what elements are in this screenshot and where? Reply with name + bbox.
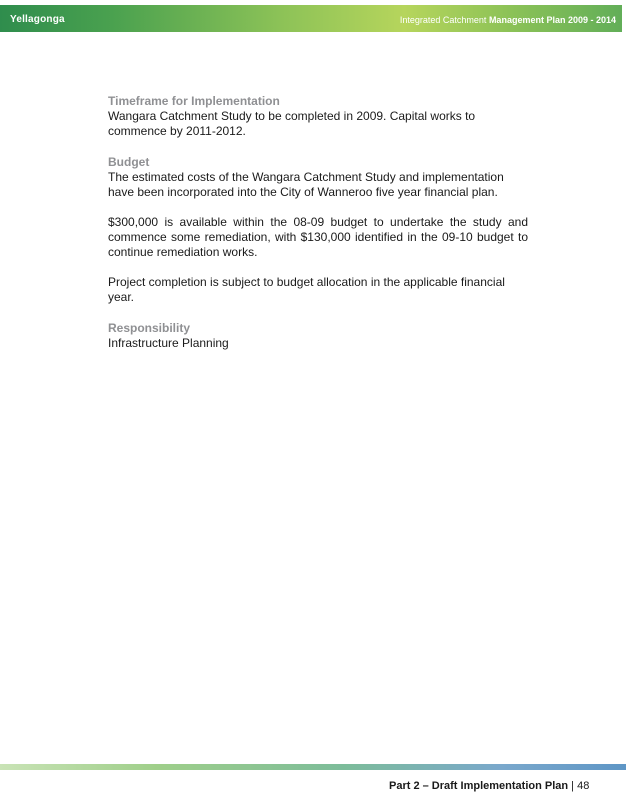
footer-part-label: Part 2 – Draft Implementation Plan [389, 780, 569, 792]
section-gap [108, 305, 528, 321]
header-plan-title-bold: Management Plan 2009 - 2014 [488, 15, 616, 25]
header-plan-title [400, 15, 616, 25]
timeframe-heading: Timeframe for Implementation [108, 94, 280, 108]
budget-paragraph-1: The estimated costs of the Wangara Catchment Study and implementation have been incorporated into the City of Wanneroo five year financial plan. [108, 170, 504, 199]
header-plan-title-light: Integrated Catchment [399, 15, 489, 25]
page-content [108, 94, 528, 351]
budget-paragraph-2: $300,000 is available within the 08-09 budget to undertake the study and commence some remediation, with $130,000 identified in the 09-10 budget to continue remediation works. [108, 215, 528, 259]
footer-page-number: 48 [577, 780, 590, 792]
paragraph-gap [108, 200, 528, 215]
responsibility-body: Infrastructure Planning [108, 336, 229, 350]
timeframe-body: Wangara Catchment Study to be completed in 2009. Capital works to commence by 2011-2012. [108, 109, 476, 138]
budget-paragraph-3: Project completion is subject to budget allocation in the applicable financial year. [108, 275, 505, 304]
footer-page-label [389, 780, 589, 792]
footer-separator: | [568, 780, 578, 792]
footer-band [0, 764, 626, 770]
paragraph-gap [108, 260, 528, 275]
responsibility-heading: Responsibility [108, 321, 191, 335]
header-document-title: Yellagonga [10, 14, 65, 25]
budget-heading: Budget [108, 155, 150, 169]
section-gap [108, 139, 528, 155]
